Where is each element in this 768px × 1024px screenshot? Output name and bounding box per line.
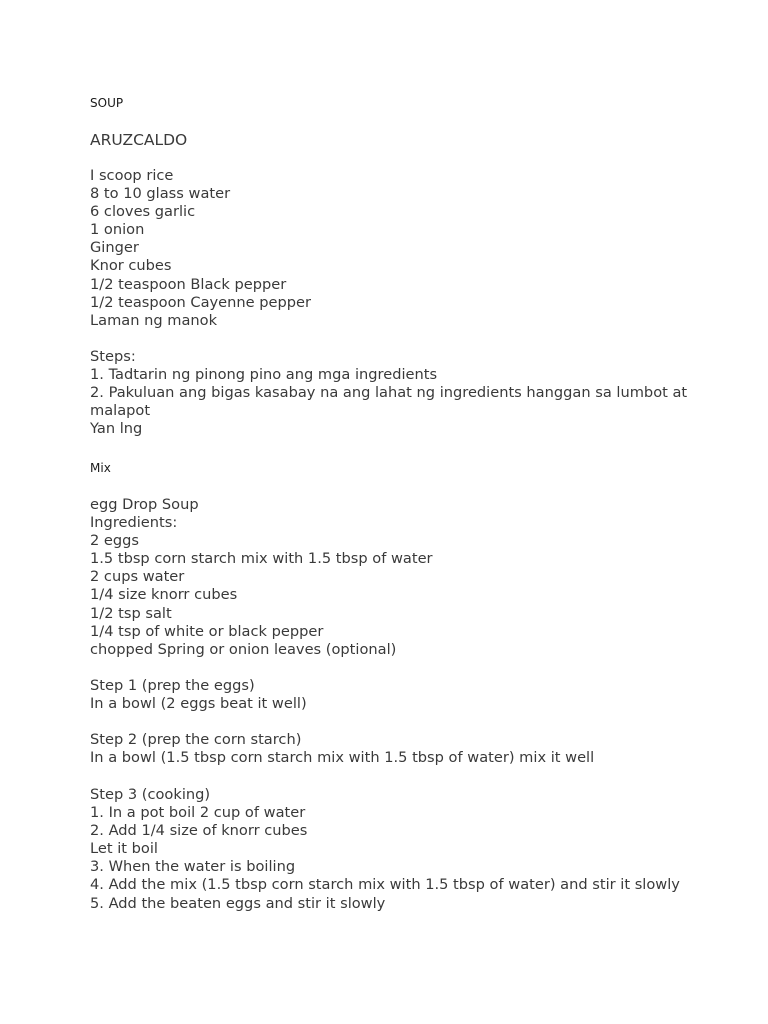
ingredients-label: Ingredients:: [90, 514, 178, 532]
step-3-line: Let it boil: [90, 840, 158, 858]
step-3-line: 2. Add 1/4 size of knorr cubes: [90, 822, 308, 840]
step-2-text: In a bowl (1.5 tbsp corn starch mix with 1.5 tbsp of water) mix it well: [90, 749, 595, 767]
step-1-title: Step 1 (prep the eggs): [90, 677, 255, 694]
ingredient-line: 6 cloves garlic: [90, 203, 196, 221]
ingredient-line: 1/4 size knorr cubes: [90, 586, 238, 604]
steps-label: Steps:: [90, 348, 136, 365]
step-3-line: 4. Add the mix (1.5 tbsp corn starch mix with 1.5 tbsp of water) and stir it slowly: [90, 876, 680, 894]
ingredient-line: I scoop rice: [90, 167, 174, 184]
step-1-block: [90, 677, 690, 713]
recipe-title-aruzcaldo: ARUZCALDO: [90, 131, 188, 149]
step-line: Yan lng: [90, 420, 143, 438]
recipe-title-egg-drop-soup: egg Drop Soup: [90, 496, 199, 513]
ingredient-line: 1 onion: [90, 221, 145, 239]
ingredient-line: 1/2 teaspoon Cayenne pepper: [90, 293, 311, 311]
step-line: 1. Tadtarin ng pinong pino ang mga ingredients: [90, 366, 438, 384]
step-2-title: Step 2 (prep the corn starch): [90, 731, 302, 748]
step-3-line: 1. In a pot boil 2 cup of water: [90, 804, 306, 822]
aruzcaldo-ingredients-list: [90, 167, 690, 330]
step-3-line: 3. When the water is boiling: [90, 858, 296, 876]
ingredient-line: 1/4 tsp of white or black pepper: [90, 622, 324, 640]
ingredient-line: 1.5 tbsp corn starch mix with 1.5 tbsp of water: [90, 550, 433, 568]
step-2-block: [90, 731, 690, 767]
step-1-text: In a bowl (2 eggs beat it well): [90, 695, 307, 713]
step-line: 2. Pakuluan ang bigas kasabay na ang lahat ng ingredients hanggan sa lumbot at malapot: [90, 384, 688, 420]
ingredient-line: 2 cups water: [90, 568, 185, 586]
step-3-line: 5. Add the beaten eggs and stir it slowly: [90, 894, 386, 912]
section-label-mix: Mix: [90, 461, 111, 475]
ingredient-line: Knor cubes: [90, 257, 172, 275]
ingredient-line: chopped Spring or onion leaves (optional): [90, 640, 397, 658]
section-label-soup: SOUP: [90, 96, 124, 110]
ingredient-line: Laman ng manok: [90, 311, 218, 329]
step-3-title: Step 3 (cooking): [90, 786, 211, 803]
ingredient-line: Ginger: [90, 239, 139, 257]
ingredient-line: 2 eggs: [90, 532, 140, 550]
ingredient-line: 1/2 teaspoon Black pepper: [90, 275, 287, 293]
aruzcaldo-steps: [90, 348, 690, 438]
step-3-block: [90, 786, 690, 913]
egg-drop-ingredients: [90, 496, 690, 659]
ingredient-line: 8 to 10 glass water: [90, 185, 231, 203]
ingredient-line: 1/2 tsp salt: [90, 604, 172, 622]
